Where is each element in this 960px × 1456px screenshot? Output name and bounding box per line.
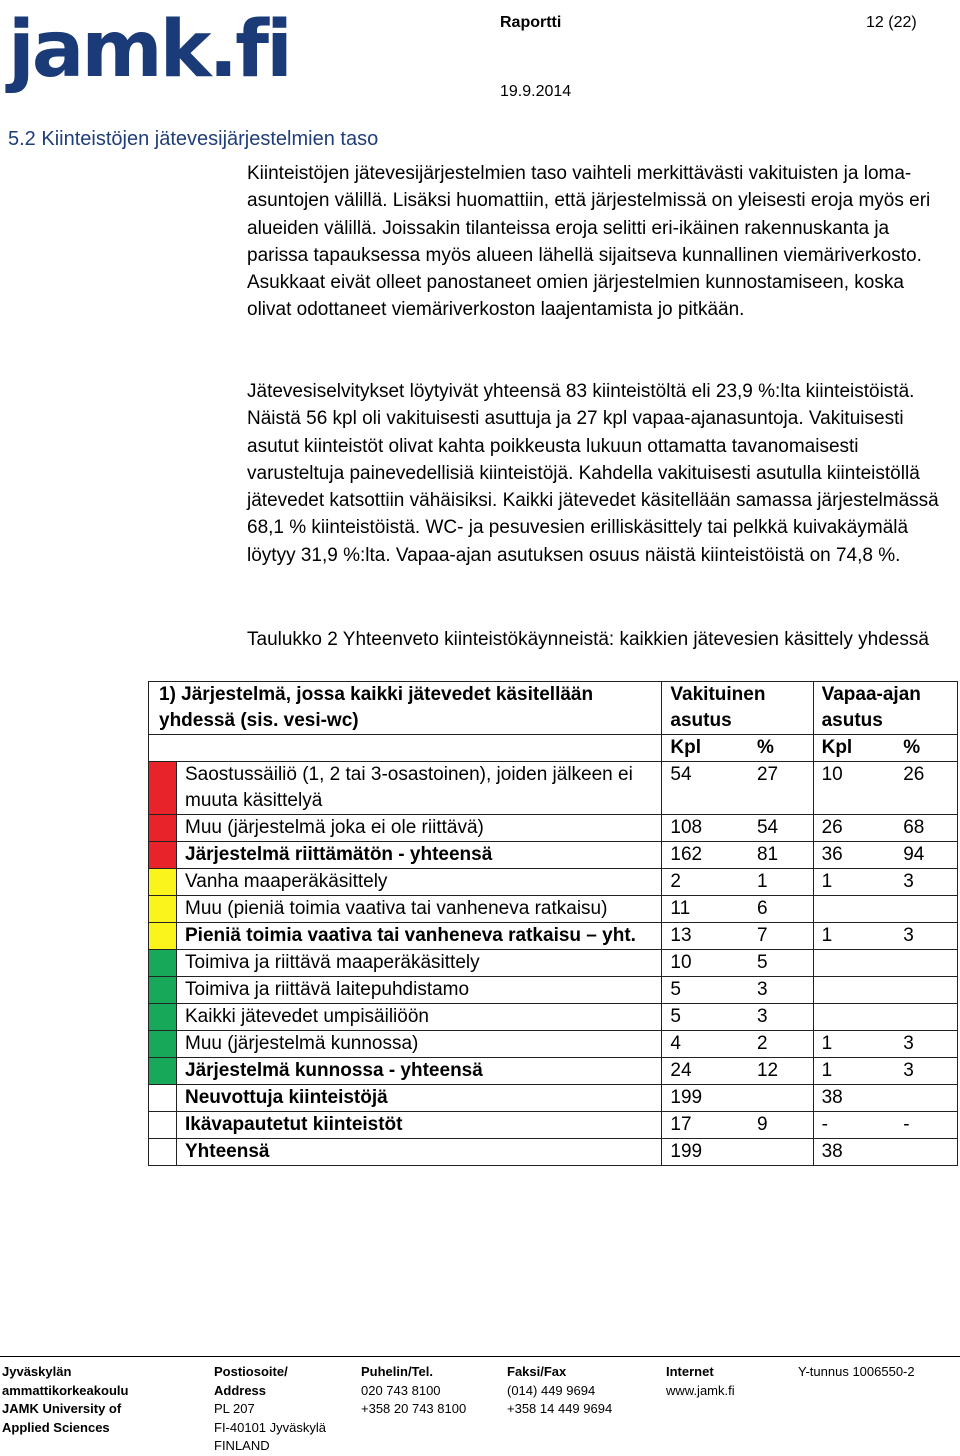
cell-perm-pct: 81: [749, 842, 813, 869]
table-row: [149, 1112, 958, 1139]
status-color-swatch: [149, 923, 177, 950]
status-color-swatch: [149, 815, 177, 842]
footer-line: ammattikorkeakoulu: [2, 1382, 129, 1398]
status-color-swatch: [149, 1004, 177, 1031]
cell-vac-pct: [895, 977, 957, 1004]
table-row: [149, 1031, 958, 1058]
cell-vac-kpl: 38: [813, 1139, 895, 1166]
table-row: [149, 842, 958, 869]
row-label: Toimiva ja riittävä laitepuhdistamo: [177, 977, 662, 1004]
cell-perm-pct: 5: [749, 950, 813, 977]
cell-perm-kpl: 17: [662, 1112, 749, 1139]
cell-perm-pct: 3: [749, 1004, 813, 1031]
footer-column: [214, 1363, 326, 1456]
footer-line: Puhelin/Tel.: [361, 1364, 433, 1379]
row-label: Muu (järjestelmä joka ei ole riittävä): [177, 815, 662, 842]
footer-line: Postiosoite/: [214, 1364, 288, 1379]
cell-vac-pct: 94: [895, 842, 957, 869]
footer-line: FINLAND: [214, 1438, 270, 1453]
cell-perm-kpl: 11: [662, 896, 749, 923]
cell-perm-pct: 9: [749, 1112, 813, 1139]
cell-perm-pct: 2: [749, 1031, 813, 1058]
table-row: [149, 815, 958, 842]
cell-perm-pct: 6: [749, 896, 813, 923]
section-title: 5.2 Kiinteistöjen jätevesijärjestelmien taso: [8, 128, 379, 150]
footer-column: [361, 1363, 466, 1419]
table-header-row: [149, 682, 958, 735]
table-row: [149, 1139, 958, 1166]
cell-vac-pct: 68: [895, 815, 957, 842]
footer-line: Jyväskylän: [2, 1364, 72, 1379]
cell-vac-pct: [895, 950, 957, 977]
row-label: Järjestelmä kunnossa - yhteensä: [177, 1058, 662, 1085]
cell-perm-pct: [749, 1085, 813, 1112]
header-vacation: Vapaa-ajan asutus: [813, 682, 957, 735]
status-color-swatch: [149, 1031, 177, 1058]
cell-perm-kpl: 199: [662, 1085, 749, 1112]
status-color-swatch: [149, 869, 177, 896]
paragraph-1: Kiinteistöjen jätevesijärjestelmien taso vaihteli merkittävästi vakituisten ja loma-asuntojen välillä. Lisäksi huomattiin, että järjestelmissä on yleisesti eroja myös eri alueiden välillä. Joissakin tilanteissa eroja selitti eri-ikäinen rakennuskanta ja parissa tapauksessa myös alueen lähellä sijaitseva kunnallinen viemäriverkosto. Asukkaat eivät olleet panostaneet omien järjestelmien kunnostamiseen, koska olivat odottaneet viemäriverkoston laajentamista jo pitkään.: [247, 163, 931, 321]
row-label: Yhteensä: [177, 1139, 662, 1166]
table-row: [149, 762, 958, 815]
cell-perm-kpl: 199: [662, 1139, 749, 1166]
status-color-swatch: [149, 1139, 177, 1166]
status-color-swatch: [149, 1058, 177, 1085]
table-row: [149, 977, 958, 1004]
subheader-vac-pct: %: [895, 735, 957, 762]
page-number: 12 (22): [866, 14, 917, 31]
table-row: [149, 1058, 958, 1085]
status-color-swatch: [149, 977, 177, 1004]
cell-vac-kpl: 38: [813, 1085, 895, 1112]
cell-vac-pct: 3: [895, 1058, 957, 1085]
row-label: Toimiva ja riittävä maaperäkäsittely: [177, 950, 662, 977]
subheader-empty: [149, 735, 662, 762]
subheader-vac-kpl: Kpl: [813, 735, 895, 762]
subheader-perm-kpl: Kpl: [662, 735, 749, 762]
table-subheader-row: [149, 735, 958, 762]
cell-vac-pct: 3: [895, 923, 957, 950]
status-color-swatch: [149, 1112, 177, 1139]
cell-vac-pct: [895, 1139, 957, 1166]
cell-vac-kpl: 10: [813, 762, 895, 815]
cell-perm-kpl: 5: [662, 1004, 749, 1031]
cell-vac-kpl: 36: [813, 842, 895, 869]
footer-line: www.jamk.fi: [666, 1382, 735, 1398]
cell-vac-pct: 3: [895, 869, 957, 896]
footer-line: Y-tunnus 1006550-2: [798, 1364, 915, 1379]
footer-line: Internet: [666, 1364, 714, 1379]
cell-vac-kpl: [813, 977, 895, 1004]
row-label: Vanha maaperäkäsittely: [177, 869, 662, 896]
cell-perm-kpl: 162: [662, 842, 749, 869]
footer-column: [2, 1363, 128, 1437]
footer-line: 020 743 8100: [361, 1382, 441, 1398]
footer-line: +358 14 449 9694: [507, 1401, 613, 1416]
header-permanent: Vakituinen asutus: [662, 682, 813, 735]
cell-perm-kpl: 5: [662, 977, 749, 1004]
row-label: Neuvottuja kiinteistöjä: [177, 1085, 662, 1112]
cell-perm-kpl: 54: [662, 762, 749, 815]
row-label: Muu (järjestelmä kunnossa): [177, 1031, 662, 1058]
footer-line: Faksi/Fax: [507, 1364, 567, 1379]
footer-column: [507, 1363, 612, 1419]
row-label: Muu (pieniä toimia vaativa tai vanheneva ratkaisu): [177, 896, 662, 923]
cell-vac-kpl: [813, 950, 895, 977]
table-caption: Taulukko 2 Yhteenveto kiinteistökäynneistä: kaikkien jätevesien käsittely yhdessä: [247, 629, 929, 650]
cell-vac-pct: 26: [895, 762, 957, 815]
report-title: Raportti: [500, 14, 562, 31]
footer-line: PL 207: [214, 1401, 255, 1416]
footer-line: Applied Sciences: [2, 1419, 110, 1435]
status-color-swatch: [149, 950, 177, 977]
cell-perm-kpl: 10: [662, 950, 749, 977]
cell-perm-kpl: 2: [662, 869, 749, 896]
status-color-swatch: [149, 896, 177, 923]
row-label: Saostussäiliö (1, 2 tai 3-osastoinen), joiden jälkeen ei muuta käsittelyä: [177, 762, 662, 815]
row-label: Järjestelmä riittämätön - yhteensä: [177, 842, 662, 869]
cell-perm-pct: 54: [749, 815, 813, 842]
cell-vac-kpl: 26: [813, 815, 895, 842]
table-row: [149, 1004, 958, 1031]
cell-vac-pct: -: [895, 1112, 957, 1139]
cell-perm-pct: 7: [749, 923, 813, 950]
cell-perm-pct: 1: [749, 869, 813, 896]
footer-line: Address: [214, 1382, 267, 1398]
table-row: [149, 869, 958, 896]
cell-perm-pct: 12: [749, 1058, 813, 1085]
cell-perm-kpl: 4: [662, 1031, 749, 1058]
row-label: Ikävapautetut kiinteistöt: [177, 1112, 662, 1139]
table-row: [149, 896, 958, 923]
cell-vac-pct: [895, 1004, 957, 1031]
footer-line: (014) 449 9694: [507, 1382, 596, 1398]
status-color-swatch: [149, 842, 177, 869]
cell-vac-kpl: 1: [813, 869, 895, 896]
subheader-perm-pct: %: [749, 735, 813, 762]
cell-perm-pct: 27: [749, 762, 813, 815]
footer-column: [798, 1363, 915, 1382]
header-system: 1) Järjestelmä, jossa kaikki jätevedet käsitellään yhdessä (sis. vesi-wc): [149, 682, 662, 735]
cell-perm-pct: [749, 1139, 813, 1166]
cell-vac-pct: [895, 1085, 957, 1112]
cell-vac-kpl: 1: [813, 1031, 895, 1058]
row-label: Kaikki jätevedet umpisäiliöön: [177, 1004, 662, 1031]
cell-perm-pct: 3: [749, 977, 813, 1004]
footer-rule: [0, 1356, 960, 1357]
cell-vac-kpl: 1: [813, 1058, 895, 1085]
cell-vac-kpl: -: [813, 1112, 895, 1139]
cell-vac-kpl: [813, 1004, 895, 1031]
summary-table: [148, 681, 958, 1166]
status-color-swatch: [149, 1085, 177, 1112]
report-date: 19.9.2014: [500, 83, 572, 100]
table-row: [149, 1085, 958, 1112]
row-label: Pieniä toimia vaativa tai vanheneva ratkaisu – yht.: [177, 923, 662, 950]
cell-perm-kpl: 108: [662, 815, 749, 842]
cell-perm-kpl: 13: [662, 923, 749, 950]
cell-vac-kpl: [813, 896, 895, 923]
cell-vac-pct: [895, 896, 957, 923]
status-color-swatch: [149, 762, 177, 815]
footer-column: [666, 1363, 735, 1400]
footer-line: JAMK University of: [2, 1401, 122, 1416]
table-row: [149, 923, 958, 950]
footer-line: FI-40101 Jyväskylä: [214, 1419, 326, 1435]
table-row: [149, 950, 958, 977]
cell-vac-pct: 3: [895, 1031, 957, 1058]
footer-line: +358 20 743 8100: [361, 1401, 467, 1416]
cell-vac-kpl: 1: [813, 923, 895, 950]
jamk-logo: jamk.fi: [8, 5, 290, 95]
cell-perm-kpl: 24: [662, 1058, 749, 1085]
paragraph-2: Jätevesiselvitykset löytyivät yhteensä 83 kiinteistöltä eli 23,9 %:lta kiinteistöistä. Näistä 56 kpl oli vakituisesti asuttuja ja 27 kpl vapaa-ajanasuntoja. Vakituisesti asutut kiinteistöt olivat kahta poikkeusta lukuun ottamatta tavanomaisesti varusteltuja painevedellisiä kiinteistöjä. Kahdella vakituisesti asutulla kiinteistöllä jätevedet katsottiin vähäisiksi. Kaikki jätevedet käsitellään samassa järjestelmässä 68,1 % kiinteistöistä. WC- ja pesuvesien erilliskäsittely tai pelkkä kuivakäymälä löytyy 31,9 %:lta. Vapaa-ajan asutuksen osuus näistä kiinteistöistä on 74,8 %.: [247, 381, 939, 566]
